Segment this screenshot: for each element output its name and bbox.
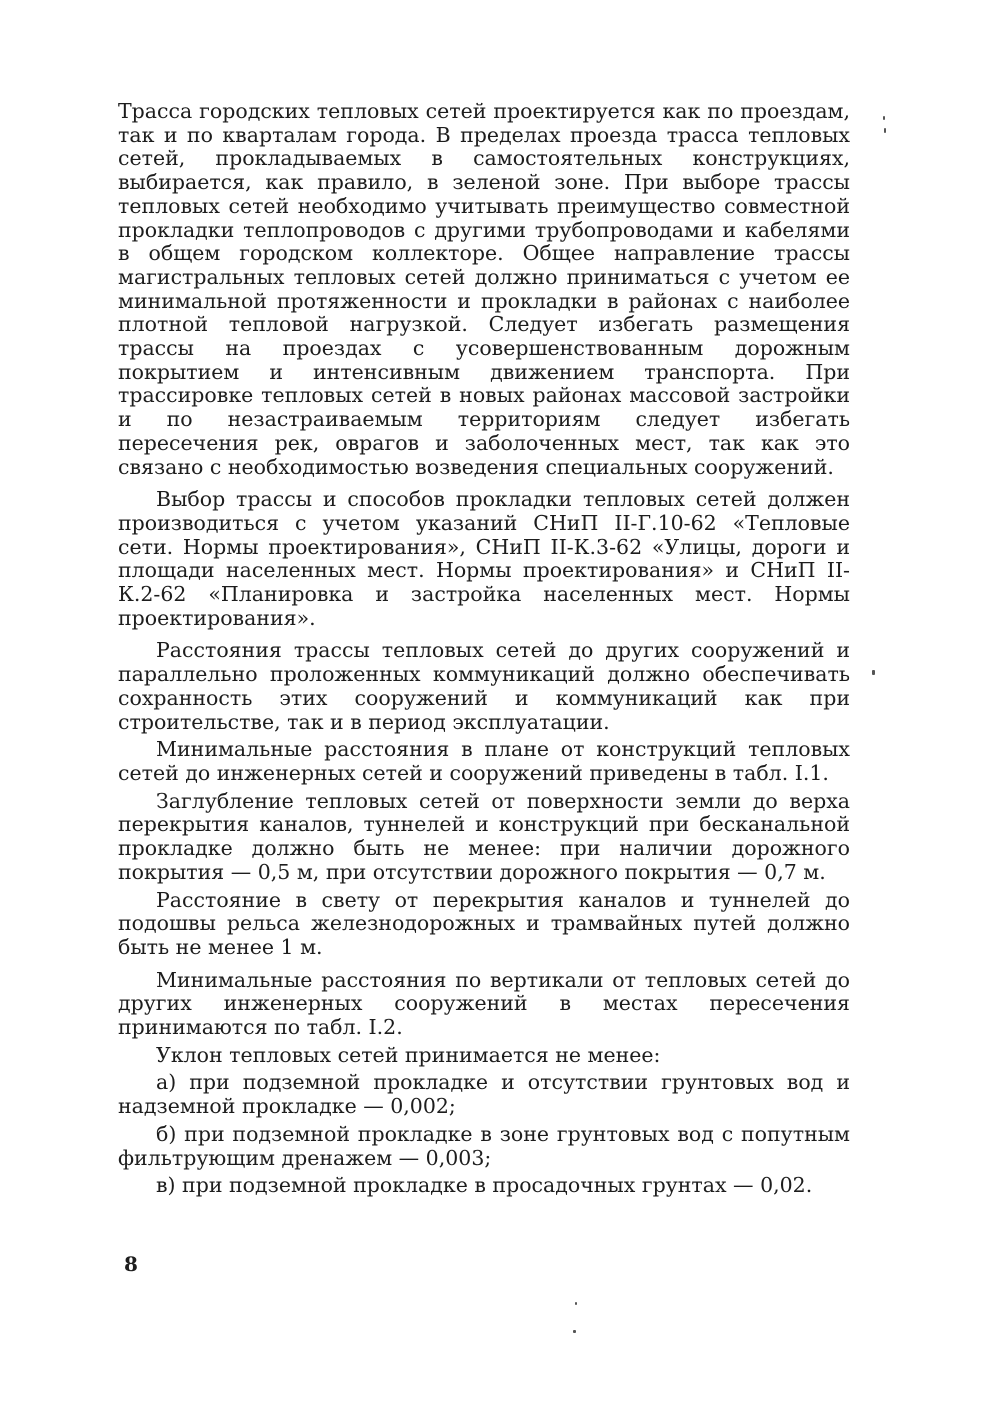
scan-speck bbox=[872, 670, 875, 675]
paragraph-route-distances: Расстояния трассы тепловых сетей до других сооружений и параллельно проложенных коммуникаций должно обеспечивать сохранность этих сооружений и коммуникаций как при строительстве, так и в период эксплуатации. bbox=[118, 638, 850, 734]
list-item-slope-a: а) при подземной прокладке и отсутствии грунтовых вод и надземной прокладке — 0,002; bbox=[118, 1070, 850, 1119]
page-text bbox=[118, 100, 850, 1198]
paragraph-route-selection: Выбор трассы и способов прокладки тепловых сетей должен производиться с учетом указаний СНиП II-Г.10-62 «Тепловые сети. Нормы проектирования», СНиП II-К.3-62 «Улицы, дороги и площади населенных мест. Нормы проектирования» и СНиП II-К.2-62 «Планировка и застройка населенных мест. Нормы проектирования». bbox=[118, 487, 850, 630]
paragraph-rail-clearance: Расстояние в свету от перекрытия каналов и туннелей до подошвы рельса железнодорожных и трамвайных путей должно быть не менее 1 м. bbox=[118, 887, 850, 959]
paragraph-depth: Заглубление тепловых сетей от поверхности земли до верха перекрытия каналов, туннелей и конструкций при бесканальной прокладке должно быть не менее: при наличии дорожного покрытия — 0,5 м, при отсутствии дорожного покрытия — 0,7 м. bbox=[118, 788, 850, 884]
page-number: 8 bbox=[124, 1252, 138, 1276]
paragraph-min-distances-vertical: Минимальные расстояния по вертикали от тепловых сетей до других инженерных сооружений в местах пересечения принимаются по табл. I.2. bbox=[118, 967, 850, 1040]
list-item-slope-b: б) при подземной прокладке в зоне грунтовых вод с попутным фильтрующим дренажем — 0,003; bbox=[118, 1121, 850, 1170]
list-item-slope-c: в) при подземной прокладке в просадочных грунтах — 0,02. bbox=[156, 1173, 813, 1198]
scan-speck bbox=[883, 116, 885, 120]
paragraph-min-distances-plan: Минимальные расстояния в плане от конструкций тепловых сетей до инженерных сетей и сооружений приведены в табл. I.1. bbox=[118, 737, 850, 785]
scan-speck bbox=[884, 128, 886, 133]
scan-speck bbox=[573, 1330, 576, 1333]
paragraph-slope-intro: Уклон тепловых сетей принимается не менее: bbox=[156, 1042, 661, 1067]
scan-speck bbox=[575, 1302, 577, 1305]
paragraph-route-design: Трасса городских тепловых сетей проектируется как по проездам, так и по кварталам города. В пределах проезда трасса тепловых сетей, прокладываемых в самостоятельных конструкциях, выбирается, как правило, в зеленой зоне. При выборе трассы тепловых сетей необходимо учитывать преимущество совместной прокладки теплопроводов с другими трубопроводами и кабелями в общем городском коллекторе. Общее направление трассы магистральных тепловых сетей должно приниматься с учетом ее минимальной протяженности и прокладки в районах с наиболее плотной тепловой нагрузкой. Следует избегать размещения трассы на проездах с усовершенствованным дорожным покрытием и интенсивным движением транспорта. При трассировке тепловых сетей в новых районах массовой застройки и по незастраиваемым территориям следует избегать пересечения рек, оврагов и заболоченных мест, так как это связано с необходимостью возведения специальных сооружений. bbox=[118, 99, 850, 479]
